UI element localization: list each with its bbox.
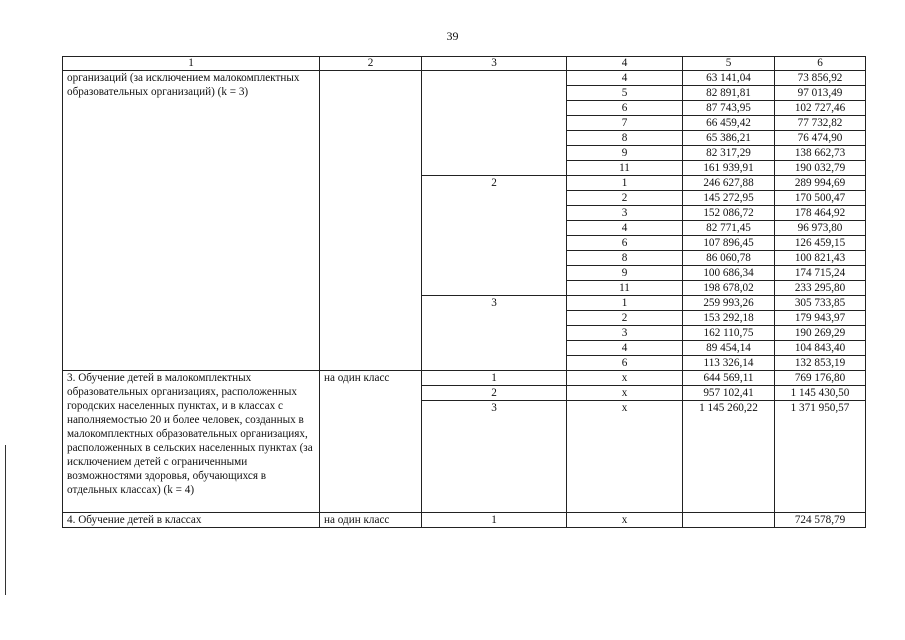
cell-c5: 107 896,45 — [683, 236, 775, 251]
cell-c6: 132 853,19 — [775, 356, 866, 371]
cell-c4: х — [567, 386, 683, 401]
cell-c5: 100 686,34 — [683, 266, 775, 281]
cell-c5: 63 141,04 — [683, 71, 775, 86]
group-value: 3 — [422, 296, 567, 371]
group-value — [422, 71, 567, 176]
row-description: 4. Обучение детей в классах — [63, 513, 320, 528]
cell-c5: 161 939,91 — [683, 161, 775, 176]
cell-c4: х — [567, 513, 683, 528]
cell-c4: 1 — [567, 296, 683, 311]
header-col-6: 6 — [775, 57, 866, 71]
cell-c5 — [683, 513, 775, 528]
cell-c4: 9 — [567, 146, 683, 161]
cell-c5: 153 292,18 — [683, 311, 775, 326]
cell-c4: 3 — [567, 326, 683, 341]
row-unit — [320, 71, 422, 371]
cell-c6: 289 994,69 — [775, 176, 866, 191]
cell-c5: 65 386,21 — [683, 131, 775, 146]
tariff-table — [62, 56, 866, 528]
cell-c5: 113 326,14 — [683, 356, 775, 371]
page-number: 39 — [446, 29, 459, 43]
cell-c5: 82 771,45 — [683, 221, 775, 236]
header-row — [63, 57, 866, 71]
header-col-5: 5 — [683, 57, 775, 71]
cell-c3: 1 — [422, 371, 567, 386]
cell-c6: 178 464,92 — [775, 206, 866, 221]
cell-c6: 100 821,43 — [775, 251, 866, 266]
row-description: организаций (за исключением малокомплектных образовательных организаций) (k = 3) — [63, 71, 320, 371]
cell-c5: 82 317,29 — [683, 146, 775, 161]
cell-c6: 97 013,49 — [775, 86, 866, 101]
header-col-1: 1 — [63, 57, 320, 71]
cell-c5: 87 743,95 — [683, 101, 775, 116]
header-col-3: 3 — [422, 57, 567, 71]
cell-c6: 1 145 430,50 — [775, 386, 866, 401]
cell-c4: 6 — [567, 356, 683, 371]
cell-c6: 769 176,80 — [775, 371, 866, 386]
cell-c6: 77 732,82 — [775, 116, 866, 131]
cell-c6: 724 578,79 — [775, 513, 866, 528]
cell-c3: 2 — [422, 386, 567, 401]
cell-c5: 198 678,02 — [683, 281, 775, 296]
cell-c6: 126 459,15 — [775, 236, 866, 251]
cell-c6: 76 474,90 — [775, 131, 866, 146]
table-row — [63, 371, 866, 386]
cell-c5: 82 891,81 — [683, 86, 775, 101]
cell-c4: 3 — [567, 206, 683, 221]
cell-c4: 4 — [567, 341, 683, 356]
cell-c4: 11 — [567, 161, 683, 176]
cell-c5: 246 627,88 — [683, 176, 775, 191]
cell-c4: 1 — [567, 176, 683, 191]
cell-c6: 190 269,29 — [775, 326, 866, 341]
cell-c6: 1 371 950,57 — [775, 401, 866, 513]
cell-c4: 8 — [567, 131, 683, 146]
cell-c4: 9 — [567, 266, 683, 281]
cell-c5: 89 454,14 — [683, 341, 775, 356]
cell-c5: 86 060,78 — [683, 251, 775, 266]
group-value: 2 — [422, 176, 567, 296]
cell-c5: 145 272,95 — [683, 191, 775, 206]
header-col-4: 4 — [567, 57, 683, 71]
cell-c4: 2 — [567, 311, 683, 326]
cell-c4: 4 — [567, 71, 683, 86]
cell-c4: 7 — [567, 116, 683, 131]
cell-c6: 73 856,92 — [775, 71, 866, 86]
cell-c6: 190 032,79 — [775, 161, 866, 176]
cell-c5: 1 145 260,22 — [683, 401, 775, 513]
cell-c6: 104 843,40 — [775, 341, 866, 356]
scan-edge-line — [5, 445, 6, 595]
cell-c6: 138 662,73 — [775, 146, 866, 161]
cell-c6: 102 727,46 — [775, 101, 866, 116]
cell-c5: 259 993,26 — [683, 296, 775, 311]
cell-c4: 8 — [567, 251, 683, 266]
cell-c5: 66 459,42 — [683, 116, 775, 131]
cell-c5: 152 086,72 — [683, 206, 775, 221]
row-unit: на один класс — [320, 371, 422, 513]
cell-c6: 96 973,80 — [775, 221, 866, 236]
cell-c4: 5 — [567, 86, 683, 101]
cell-c5: 957 102,41 — [683, 386, 775, 401]
cell-c6: 233 295,80 — [775, 281, 866, 296]
row-unit: на один класс — [320, 513, 422, 528]
table-row — [63, 71, 866, 86]
cell-c6: 179 943,97 — [775, 311, 866, 326]
cell-c4: х — [567, 401, 683, 513]
row-description: 3. Обучение детей в малокомплектных образовательных организациях, расположенных городских населенных пунктах, и в классах с наполняемостью 20 и более человек, созданных в малокомплектных образовательных организациях, расположенных в сельских населенных пунктах (за исключением детей с ограниченными возможностями здоровья, обучающихся в отдельных классах) (k = 4) — [63, 371, 320, 513]
cell-c5: 162 110,75 — [683, 326, 775, 341]
cell-c4: 4 — [567, 221, 683, 236]
cell-c4: 6 — [567, 101, 683, 116]
cell-c3: 3 — [422, 401, 567, 513]
cell-c4: х — [567, 371, 683, 386]
table-row — [63, 513, 866, 528]
cell-c4: 6 — [567, 236, 683, 251]
cell-c4: 11 — [567, 281, 683, 296]
cell-c6: 174 715,24 — [775, 266, 866, 281]
cell-c6: 305 733,85 — [775, 296, 866, 311]
cell-c6: 170 500,47 — [775, 191, 866, 206]
cell-c5: 644 569,11 — [683, 371, 775, 386]
header-col-2: 2 — [320, 57, 422, 71]
cell-c3: 1 — [422, 513, 567, 528]
cell-c4: 2 — [567, 191, 683, 206]
